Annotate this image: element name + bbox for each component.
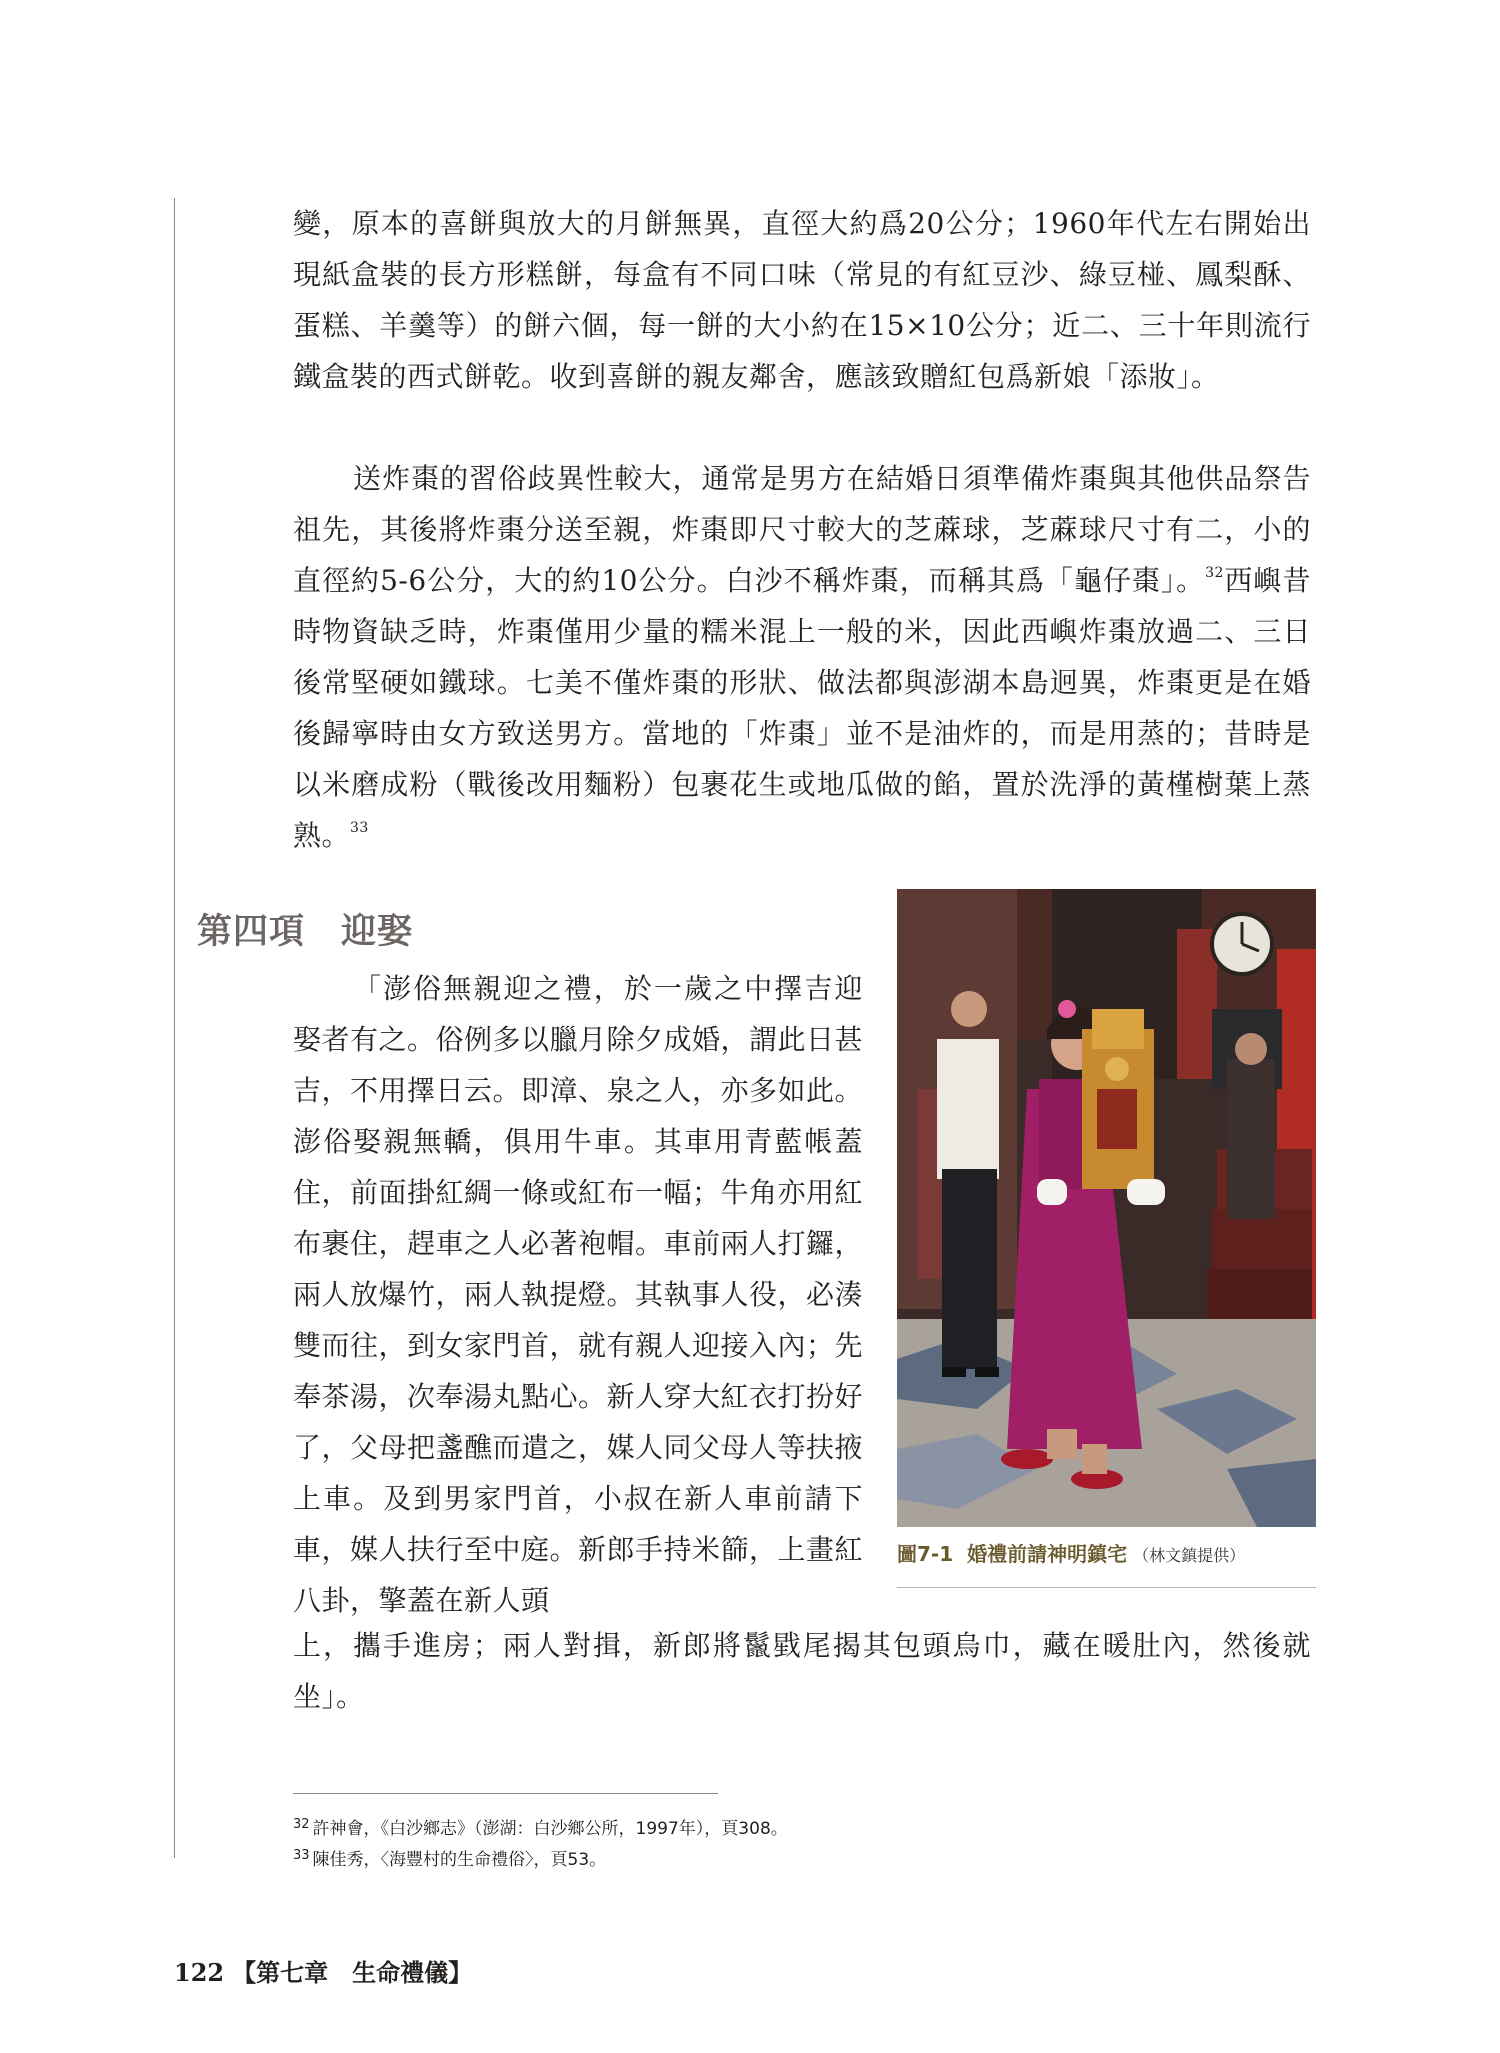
paragraph-text: 變，原本的喜餅與放大的月餅無異，直徑大約爲20公分；1960年代左右開始出現紙盒裝的長方形糕餅，每盒有不同口味（常見的有紅豆沙、綠豆椪、鳳梨酥、蛋糕、羊羹等）的餅六個，每一餅的大小約在15×10公分；近二、三十年則流行鐵盒裝的西式餅乾。收到喜餅的親友鄰舍，應該致贈紅包爲新娘「添妝」。: [293, 207, 1311, 393]
paragraph-text: 西嶼昔時物資缺乏時，炸棗僅用少量的糯米混上一般的米，因此西嶼炸棗放過二、三日後常堅硬如鐵球。七美不僅炸棗的形狀、做法都與澎湖本島迥異，炸棗更是在婚後歸寧時由女方致送男方。當地的「炸棗」並不是油炸的，而是用蒸的；昔時是以米磨成粉（戰後改用麵粉）包裹花生或地瓜做的餡，置於洗淨的黃槿樹葉上蒸熟。: [293, 564, 1311, 852]
footnote-text: 許神會，《白沙鄉志》（澎湖：白沙鄉公所，1997年），頁308。: [312, 1819, 788, 1839]
figure-photo: [897, 889, 1316, 1527]
paragraph-text: 「澎俗無親迎之禮，於一歲之中擇吉迎娶者有之。俗例多以臘月除夕成婚，謂此日甚吉，不用擇日云。即漳、泉之人，亦多如此。澎俗娶親無轎，俱用牛車。其車用青藍帳蓋住，前面掛紅綢一條或紅布一幅；牛角亦用紅布裹住，趕車之人必著袍帽。車前兩人打鑼，兩人放爆竹，兩人執提燈。其執事人役，必湊雙而往，到女家門首，就有親人迎接入內；先奉茶湯，次奉湯丸點心。新人穿大紅衣打扮好了，父母把盞醮而遣之，媒人同父母人等扶掖上車。及到男家門首，小叔在新人車前請下車，媒人扶行至中庭。新郎手持米篩，上畫紅八卦，擎蓋在新人頭: [293, 972, 864, 1617]
page-number: 122: [174, 1958, 225, 1987]
footnote-32: [293, 1812, 788, 1842]
caption-rule: [897, 1587, 1316, 1588]
figure-caption: [897, 1538, 1316, 1567]
paragraph-wedding-cakes: [293, 198, 1311, 402]
paragraph-quote: [293, 963, 863, 1626]
paragraph-text: 送炸棗的習俗歧異性較大，通常是男方在結婚日須準備炸棗與其他供品祭告祖先，其後將炸棗分送至親，炸棗即尺寸較大的芝蔴球，芝蔴球尺寸有二，小的直徑約5-6公分，大的約10公分。白沙不稱炸棗，而稱其爲「龜仔棗」。: [293, 462, 1311, 597]
paragraph-text: 上，攜手進房；兩人對揖，新郎將鬣戥尾揭其包頭烏巾，藏在暖肚內，然後就坐」。: [293, 1629, 1311, 1713]
footnote-ref-32[interactable]: 32: [1205, 565, 1224, 581]
figure-credit: （林文鎮提供）: [1133, 1546, 1246, 1565]
footnote-number: 32: [293, 1817, 310, 1832]
margin-rule: [174, 198, 175, 1858]
footnote-ref-33[interactable]: 33: [350, 820, 369, 836]
section-title: 迎娶: [341, 912, 414, 952]
section-heading: [197, 904, 413, 954]
footnote-rule: [293, 1793, 718, 1794]
figure-number: 圖7-1: [897, 1542, 954, 1566]
figure-title: 婚禮前請神明鎮宅: [967, 1542, 1128, 1566]
paragraph-fried-dates: [293, 453, 1311, 861]
running-chapter: 【第七章 生命禮儀】: [232, 1958, 473, 1987]
footnote-number: 33: [293, 1848, 310, 1863]
section-number: 第四項: [197, 912, 306, 952]
footnote-33: [293, 1843, 606, 1873]
paragraph-quote-end: [293, 1620, 1311, 1722]
page-footer: [174, 1953, 472, 1988]
footnote-text: 陳佳秀，〈海豐村的生命禮俗〉，頁53。: [312, 1850, 607, 1870]
